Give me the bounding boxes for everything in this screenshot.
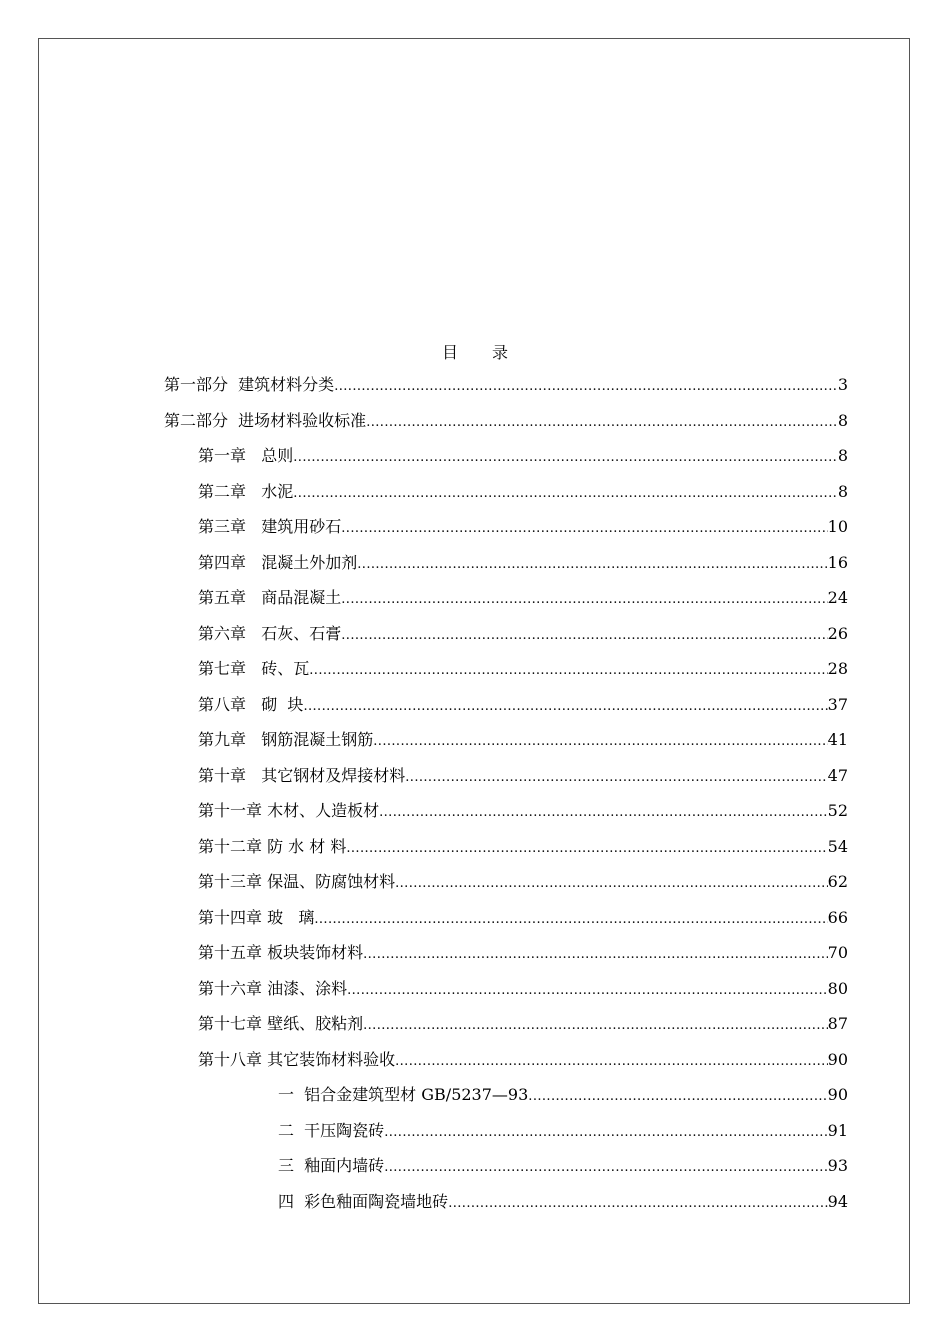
toc-entry-label: 二 干压陶瓷砖: [278, 1120, 385, 1140]
toc-entry[interactable]: [0, 864, 950, 900]
toc-entry-page-number: 3: [837, 375, 848, 394]
toc-entry[interactable]: [0, 900, 950, 936]
toc-entry-page-number: 90: [827, 1049, 848, 1069]
toc-dot-leader: [395, 1042, 828, 1080]
toc-dot-leader: [357, 545, 827, 583]
toc-entry-label: 第十五章 板块装饰材料: [198, 943, 364, 962]
toc-entry-page-number: 93: [827, 1156, 848, 1175]
toc-dot-leader: [363, 1006, 828, 1044]
toc-entry-page-number: 66: [827, 907, 848, 927]
toc-entry[interactable]: [0, 1006, 950, 1042]
toc-dot-leader: [363, 935, 828, 973]
toc-dot-leader: [384, 1113, 827, 1151]
toc-entry[interactable]: [0, 367, 950, 403]
toc-entry-label: 第十六章 油漆、涂料: [198, 978, 348, 998]
toc-dot-leader: [384, 1148, 827, 1186]
toc-entry[interactable]: [0, 474, 950, 510]
toc-entry[interactable]: [0, 616, 950, 652]
toc-entry-page-number: 52: [827, 801, 848, 820]
toc-entry-label: 第十三章 保温、防腐蚀材料: [198, 872, 396, 891]
toc-dot-leader: [528, 1077, 827, 1115]
toc-entry-label: 一 铝合金建筑型材 GB/5237—93: [278, 1085, 529, 1104]
toc-entry[interactable]: [0, 758, 950, 794]
toc-entry-page-number: 62: [827, 872, 848, 891]
toc-entry[interactable]: [0, 1077, 950, 1113]
toc-entry-label: 第十一章 木材、人造板材: [198, 801, 380, 820]
toc-dot-leader: [341, 509, 827, 547]
toc-entry-label: 第七章 砖、瓦: [198, 659, 310, 678]
toc-entry[interactable]: [0, 722, 950, 758]
toc-entry[interactable]: [0, 651, 950, 687]
toc-entry-page-number: 10: [827, 517, 848, 536]
toc-entry-page-number: 70: [827, 943, 848, 962]
toc-entry[interactable]: [0, 1148, 950, 1184]
toc-entry-page-number: 8: [837, 481, 848, 501]
toc-entry[interactable]: [0, 545, 950, 581]
toc-entry-label: 第八章 砌 块: [198, 694, 304, 714]
toc-dot-leader: [366, 403, 838, 441]
toc-dot-leader: [341, 580, 827, 618]
toc-title-left: 目: [441, 343, 458, 362]
toc-entry[interactable]: [0, 971, 950, 1007]
toc-dot-leader: [405, 758, 827, 796]
toc-entry[interactable]: [0, 1184, 950, 1220]
toc-dot-leader: [379, 793, 828, 831]
toc-entry-page-number: 90: [827, 1085, 848, 1104]
toc-entry-page-number: 8: [837, 446, 848, 465]
toc-title-right: 录: [492, 343, 509, 362]
toc-entry-page-number: 24: [827, 588, 848, 607]
toc-list: [0, 367, 950, 1219]
toc-dot-leader: [309, 651, 827, 689]
toc-entry-page-number: 54: [827, 836, 848, 856]
toc-entry-page-number: 91: [827, 1120, 848, 1140]
toc-dot-leader: [293, 474, 838, 512]
toc-entry-label: 第十章 其它钢材及焊接材料: [198, 765, 406, 785]
toc-entry-label: 第五章 商品混凝土: [198, 588, 342, 607]
toc-entry-label: 第一章 总则: [198, 446, 294, 465]
toc-entry[interactable]: [0, 687, 950, 723]
toc-entry-label: 第二部分 进场材料验收标准: [164, 410, 367, 430]
toc-entry-page-number: 16: [827, 552, 848, 572]
toc-entry-label: 第十七章 壁纸、胶粘剂: [198, 1014, 364, 1033]
toc-entry[interactable]: [0, 509, 950, 545]
toc-entry-label: 第十二章 防 水 材 料: [198, 836, 347, 856]
toc-dot-leader: [303, 687, 827, 725]
toc-entry[interactable]: [0, 403, 950, 439]
toc-entry-page-number: 94: [827, 1191, 848, 1211]
toc-entry[interactable]: [0, 829, 950, 865]
toc-entry-page-number: 8: [837, 410, 848, 430]
toc-dot-leader: [448, 1184, 827, 1222]
toc-dot-leader: [293, 438, 838, 476]
toc-entry[interactable]: [0, 580, 950, 616]
toc-dot-leader: [395, 864, 828, 902]
toc-dot-leader: [347, 971, 828, 1009]
toc-entry-label: 第六章 石灰、石膏: [198, 623, 342, 643]
toc-entry-label: 第四章 混凝土外加剂: [198, 552, 358, 572]
toc-entry-page-number: 28: [827, 659, 848, 678]
toc-entry-label: 第十四章 玻 璃: [198, 907, 315, 927]
toc-entry-page-number: 41: [827, 730, 848, 749]
toc-entry-page-number: 26: [827, 623, 848, 643]
toc-entry-label: 第一部分 建筑材料分类: [164, 375, 335, 394]
toc-entry[interactable]: [0, 1113, 950, 1149]
toc-entry-page-number: 47: [827, 765, 848, 785]
toc-entry[interactable]: [0, 935, 950, 971]
toc-entry-label: 四 彩色釉面陶瓷墙地砖: [278, 1191, 449, 1211]
toc-entry-label: 第三章 建筑用砂石: [198, 517, 342, 536]
toc-dot-leader: [314, 900, 827, 938]
toc-entry-page-number: 37: [827, 694, 848, 714]
toc-entry-label: 第九章 钢筋混凝土钢筋: [198, 730, 374, 749]
toc-entry-label: 第十八章 其它装饰材料验收: [198, 1049, 396, 1069]
toc-entry-label: 第二章 水泥: [198, 481, 294, 501]
toc-entry-page-number: 80: [827, 978, 848, 998]
toc-entry[interactable]: [0, 1042, 950, 1078]
toc-dot-leader: [373, 722, 827, 760]
toc-entry[interactable]: [0, 438, 950, 474]
toc-entry-page-number: 87: [827, 1014, 848, 1033]
toc-entry[interactable]: [0, 793, 950, 829]
toc-dot-leader: [334, 367, 838, 405]
toc-dot-leader: [346, 829, 827, 867]
toc-entry-label: 三 釉面内墙砖: [278, 1156, 385, 1175]
toc-title: [0, 340, 950, 363]
toc-dot-leader: [341, 616, 827, 654]
